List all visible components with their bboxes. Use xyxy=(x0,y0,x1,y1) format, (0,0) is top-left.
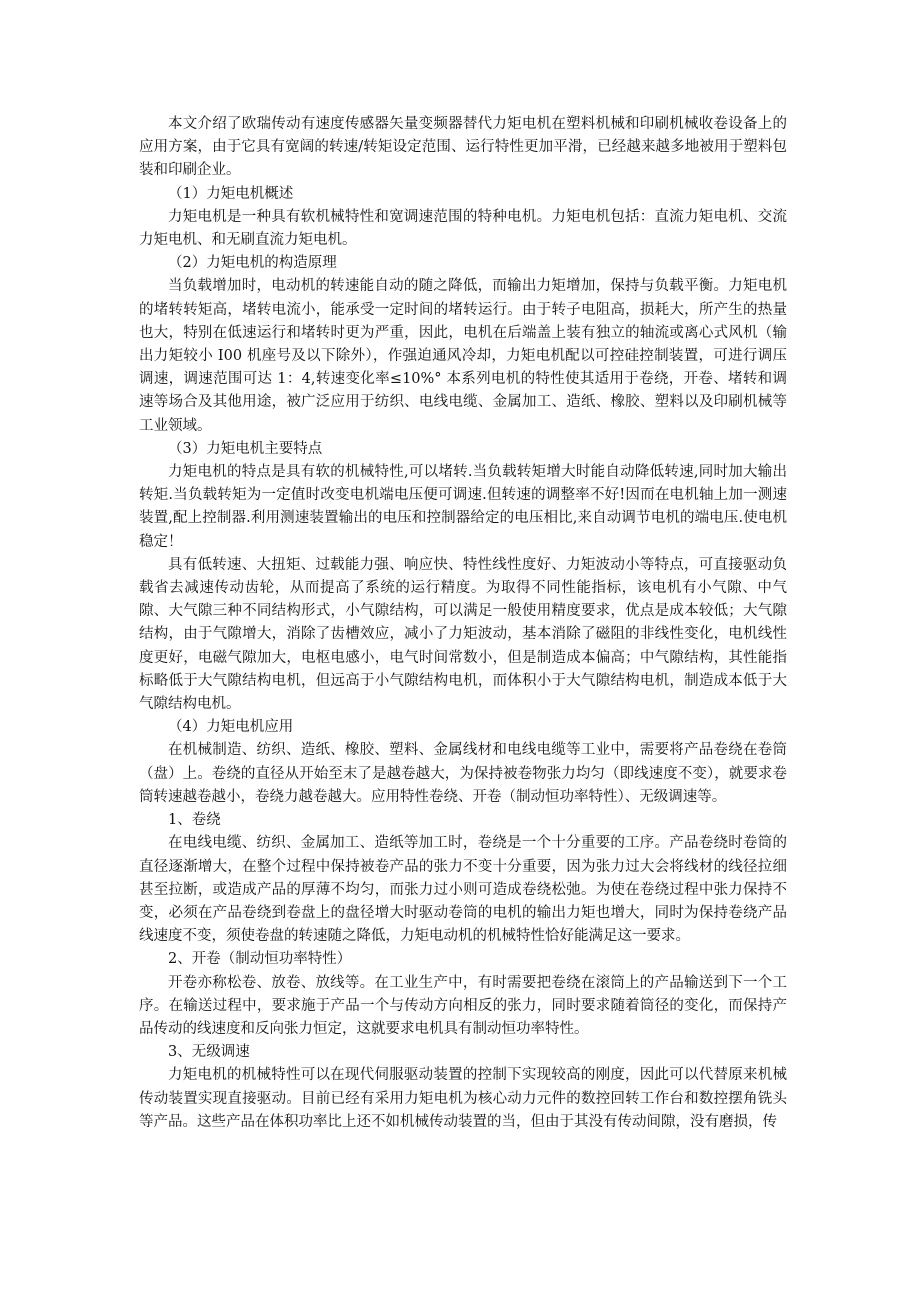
subsection-heading-winding: 1、卷绕 xyxy=(168,812,221,829)
body-paragraph: 在电线电缆、纺织、金属加工、造纸等加工时，卷绕是一个十分重要的工序。产品卷绕时卷筒的直径逐渐增大，在整个过程中保持被卷产品的张力不变十分重要，因为张力过大会将线材的线径拉细甚至拉断，或造成产品的厚薄不均匀，而张力过小则可造成卷绕松弛。为使在卷绕过程中张力保持不变，必须在产品卷绕到卷盘上的盘径增大时驱动卷筒的电机的输出力矩也增大，同时为保持卷绕产品线速度不变，须使卷盘的转速随之降低，力矩电动机的机械特性恰好能满足这一要求。 xyxy=(139,835,787,945)
section-heading-principle: （2）力矩电机的构造原理 xyxy=(168,255,337,272)
body-paragraph: 力矩电机的特点是具有软的机械特性,可以堵转.当负载转矩增大时能自动降低转速,同时加大输出转矩.当负载转矩为一定值时改变电机端电压便可调速.但转速的调整率不好!因而在电机轴上加一测速装置,配上控制器.利用测速装置输出的电压和控制器给定的电压相比,来自动调节电机的端电压.使电机稳定！ xyxy=(139,464,787,550)
subsection-heading-stepless: 3、无级调速 xyxy=(168,1044,250,1061)
document-body xyxy=(139,113,787,1134)
body-paragraph: 在机械制造、纺织、造纸、橡胶、塑料、金属线材和电线电缆等工业中，需要将产品卷绕在卷筒（盘）上。卷绕的直径从开始至末了是越卷越大，为保持被卷物张力均匀（即线速度不变），就要求卷筒转速越卷越小，卷绕力越卷越大。应用特性卷绕、开卷（制动恒功率特性）、无级调速等。 xyxy=(139,742,787,805)
body-paragraph: 当负载增加时，电动机的转速能自动的随之降低，而输出力矩增加，保持与负载平衡。力矩电机的堵转转矩高，堵转电流小，能承受一定时间的堵转运行。由于转子电阻高，损耗大，所产生的热量也大，特别在低速运行和堵转时更为严重，因此，电机在后端盖上装有独立的轴流或离心式风机（输出力矩较小 I00 机座号及以下除外），作强迫通风冷却，力矩电机配以可控硅控制装置，可进行调压调速，调速范围可达 1：4,转速变化率≤10%° 本系列电机的特性使其适用于卷绕，开卷、堵转和调速等场合及其他用途，被广泛应用于纺织、电线电缆、金属加工、造纸、橡胶、塑料以及印刷机械等工业领域。 xyxy=(139,278,787,434)
intro-paragraph: 本文介绍了欧瑞传动有速度传感器矢量变频器替代力矩电机在塑料机械和印刷机械收卷设备上的应用方案，由于它具有宽阔的转速/转矩设定范围、运行特性更加平滑，已经越来越多地被用于塑料包装和印刷企业。 xyxy=(139,116,787,179)
body-paragraph: 力矩电机是一种具有软机械特性和宽调速范围的特种电机。力矩电机包括：直流力矩电机、交流力矩电机、和无刷直流力矩电机。 xyxy=(139,208,787,249)
body-paragraph: 具有低转速、大扭矩、过载能力强、响应快、特性线性度好、力矩波动小等特点，可直接驱动负载省去减速传动齿轮，从而提高了系统的运行精度。为取得不同性能指标，该电机有小气隙、中气隙、大气隙三种不同结构形式，小气隙结构，可以满足一般使用精度要求，优点是成本较低；大气隙结构，由于气隙增大，消除了齿槽效应，减小了力矩波动，基本消除了磁阻的非线性变化，电机线性度更好，电磁气隙加大，电枢电感小，电气时间常数小，但是制造成本偏高；中气隙结构，其性能指标略低于大气隙结构电机，但远高于小气隙结构电机，而体积小于大气隙结构电机，制造成本低于大气隙结构电机。 xyxy=(139,556,787,713)
section-heading-features: （3）力矩电机主要特点 xyxy=(168,440,323,457)
body-paragraph: 力矩电机的机械特性可以在现代伺服驱动装置的控制下实现较高的刚度，因此可以代替原来机械传动装置实现直接驱动。目前已经有采用力矩电机为核心动力元件的数控回转工作台和数控摆角铣头等产品。这些产品在体积功率比上还不如机械传动装置的当，但由于其没有传动间隙，没有磨损，传 xyxy=(139,1067,787,1130)
section-heading-overview: （1）力矩电机概述 xyxy=(168,185,294,202)
body-paragraph: 开卷亦称松卷、放卷、放线等。在工业生产中，有时需要把卷绕在滚筒上的产品输送到下一个工序。在输送过程中，要求施于产品一个与传动方向相反的张力，同时要求随着筒径的变化，而保持产品传动的线速度和反向张力恒定，这就要求电机具有制动恒功率特性。 xyxy=(139,974,787,1037)
subsection-heading-unwinding: 2、开卷（制动恒功率特性） xyxy=(168,951,352,968)
section-heading-applications: （4）力矩电机应用 xyxy=(168,719,294,736)
